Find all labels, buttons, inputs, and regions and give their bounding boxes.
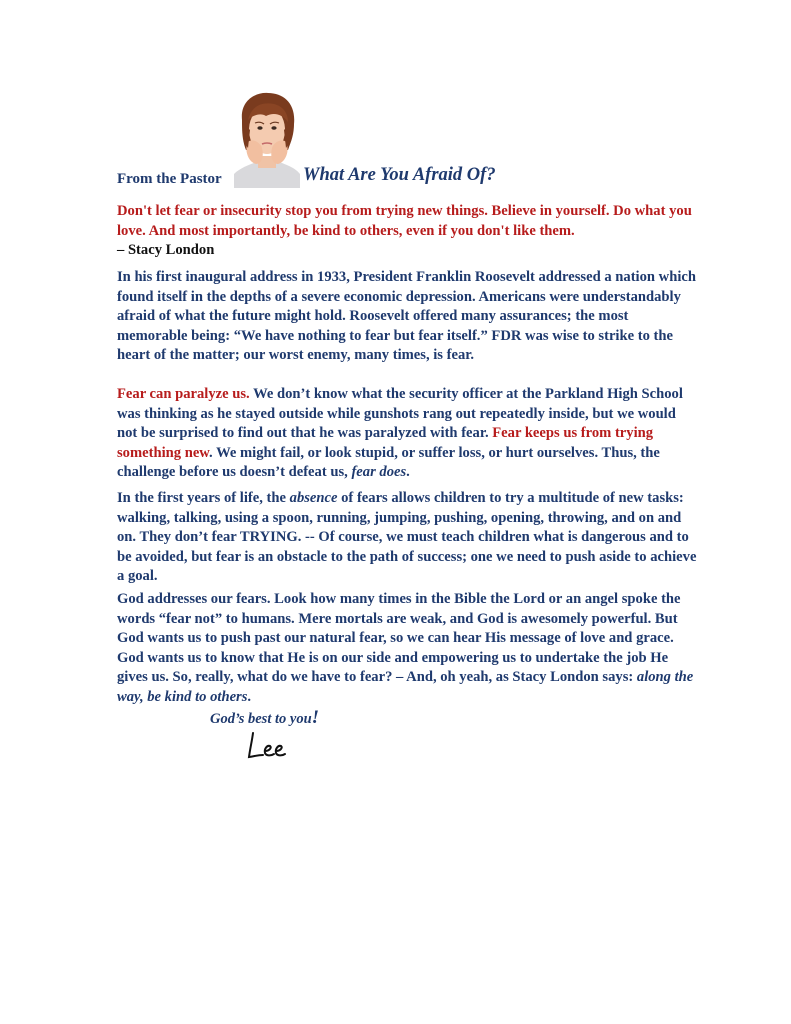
quote-attribution: – Stacy London [117, 242, 215, 258]
signature [243, 727, 303, 763]
paragraph-text: We don’t know what the security officer at the Parkland High School was thinking as he stayed outside while gunshots rang out repeatedly inside, but we would not be surprised to find out that he was paralyzed with fear. [117, 386, 683, 441]
paragraph-text: . We might fail, or look stupid, or suffer loss, or hurt ourselves. Thus, the challenge before us doesn’t defeat us, [117, 444, 660, 480]
paragraph-emphasis: along the way, be kind to others [117, 669, 694, 705]
paragraph-paralyze [117, 385, 697, 483]
paragraph-text: In the first years of life, the [117, 490, 290, 506]
paragraph-children [117, 489, 697, 587]
signature-image [243, 727, 303, 763]
paragraph-period: . [247, 688, 252, 705]
paragraph-lead: Fear can paralyze us. [117, 386, 250, 402]
closing-text: God’s best to you [210, 711, 312, 727]
paragraph-ending: fear does [351, 464, 407, 480]
paragraph-emphasis: absence [289, 490, 338, 506]
closing-line [210, 707, 319, 729]
opening-quote [117, 202, 697, 261]
paragraph-text: God addresses our fears. Look how many times in the Bible the Lord or an angel spoke the words “fear not” to humans. Mere mortals are weak, and God is awesomely powerful. But God wants us to push past our natural fear, so we can hear His message of love and grace. God wants us to know that He is on our side and empowering us to undertake the job He gives us. So, really, what do we have to fear? – And, oh yeah, as Stacy London says: [117, 591, 681, 685]
paragraph-roosevelt: In his first inaugural address in 1933, President Franklin Roosevelt addressed a nation which found itself in the depths of a severe economic depression. Americans were understandably afraid of what the future might hold. Roosevelt offered many assurances; the most memorable being: “We have nothing to fear but fear itself.” FDR was wise to strike to the heart of the matter; our worst enemy, many times, is fear. [117, 269, 696, 363]
from-the-pastor-label: From the Pastor [117, 171, 222, 187]
paragraph-god [117, 590, 697, 707]
worried-woman-image [234, 90, 300, 188]
closing-exclamation: ! [311, 707, 320, 728]
pastor-photo [234, 90, 300, 188]
paragraph-emphasis: Fear keeps us from trying something new [117, 425, 654, 461]
paragraph-text: of fears allows children to try a multitude of new tasks: walking, talking, using a spoon, running, jumping, pushing, opening, throwing, and on and on. They don’t fear TRYING. -- Of course, we must teach children what is dangerous and to be avoided, but fear is an obstacle to the path of success; one we need to push aside to achieve a goal. [117, 490, 697, 584]
article-title: What Are You Afraid Of? [303, 165, 496, 185]
paragraph-period: . [406, 464, 410, 480]
quote-text: Don't let fear or insecurity stop you from trying new things. Believe in yourself. Do what you love. And most importantly, be kind to others, even if you don't like them. [117, 203, 692, 239]
